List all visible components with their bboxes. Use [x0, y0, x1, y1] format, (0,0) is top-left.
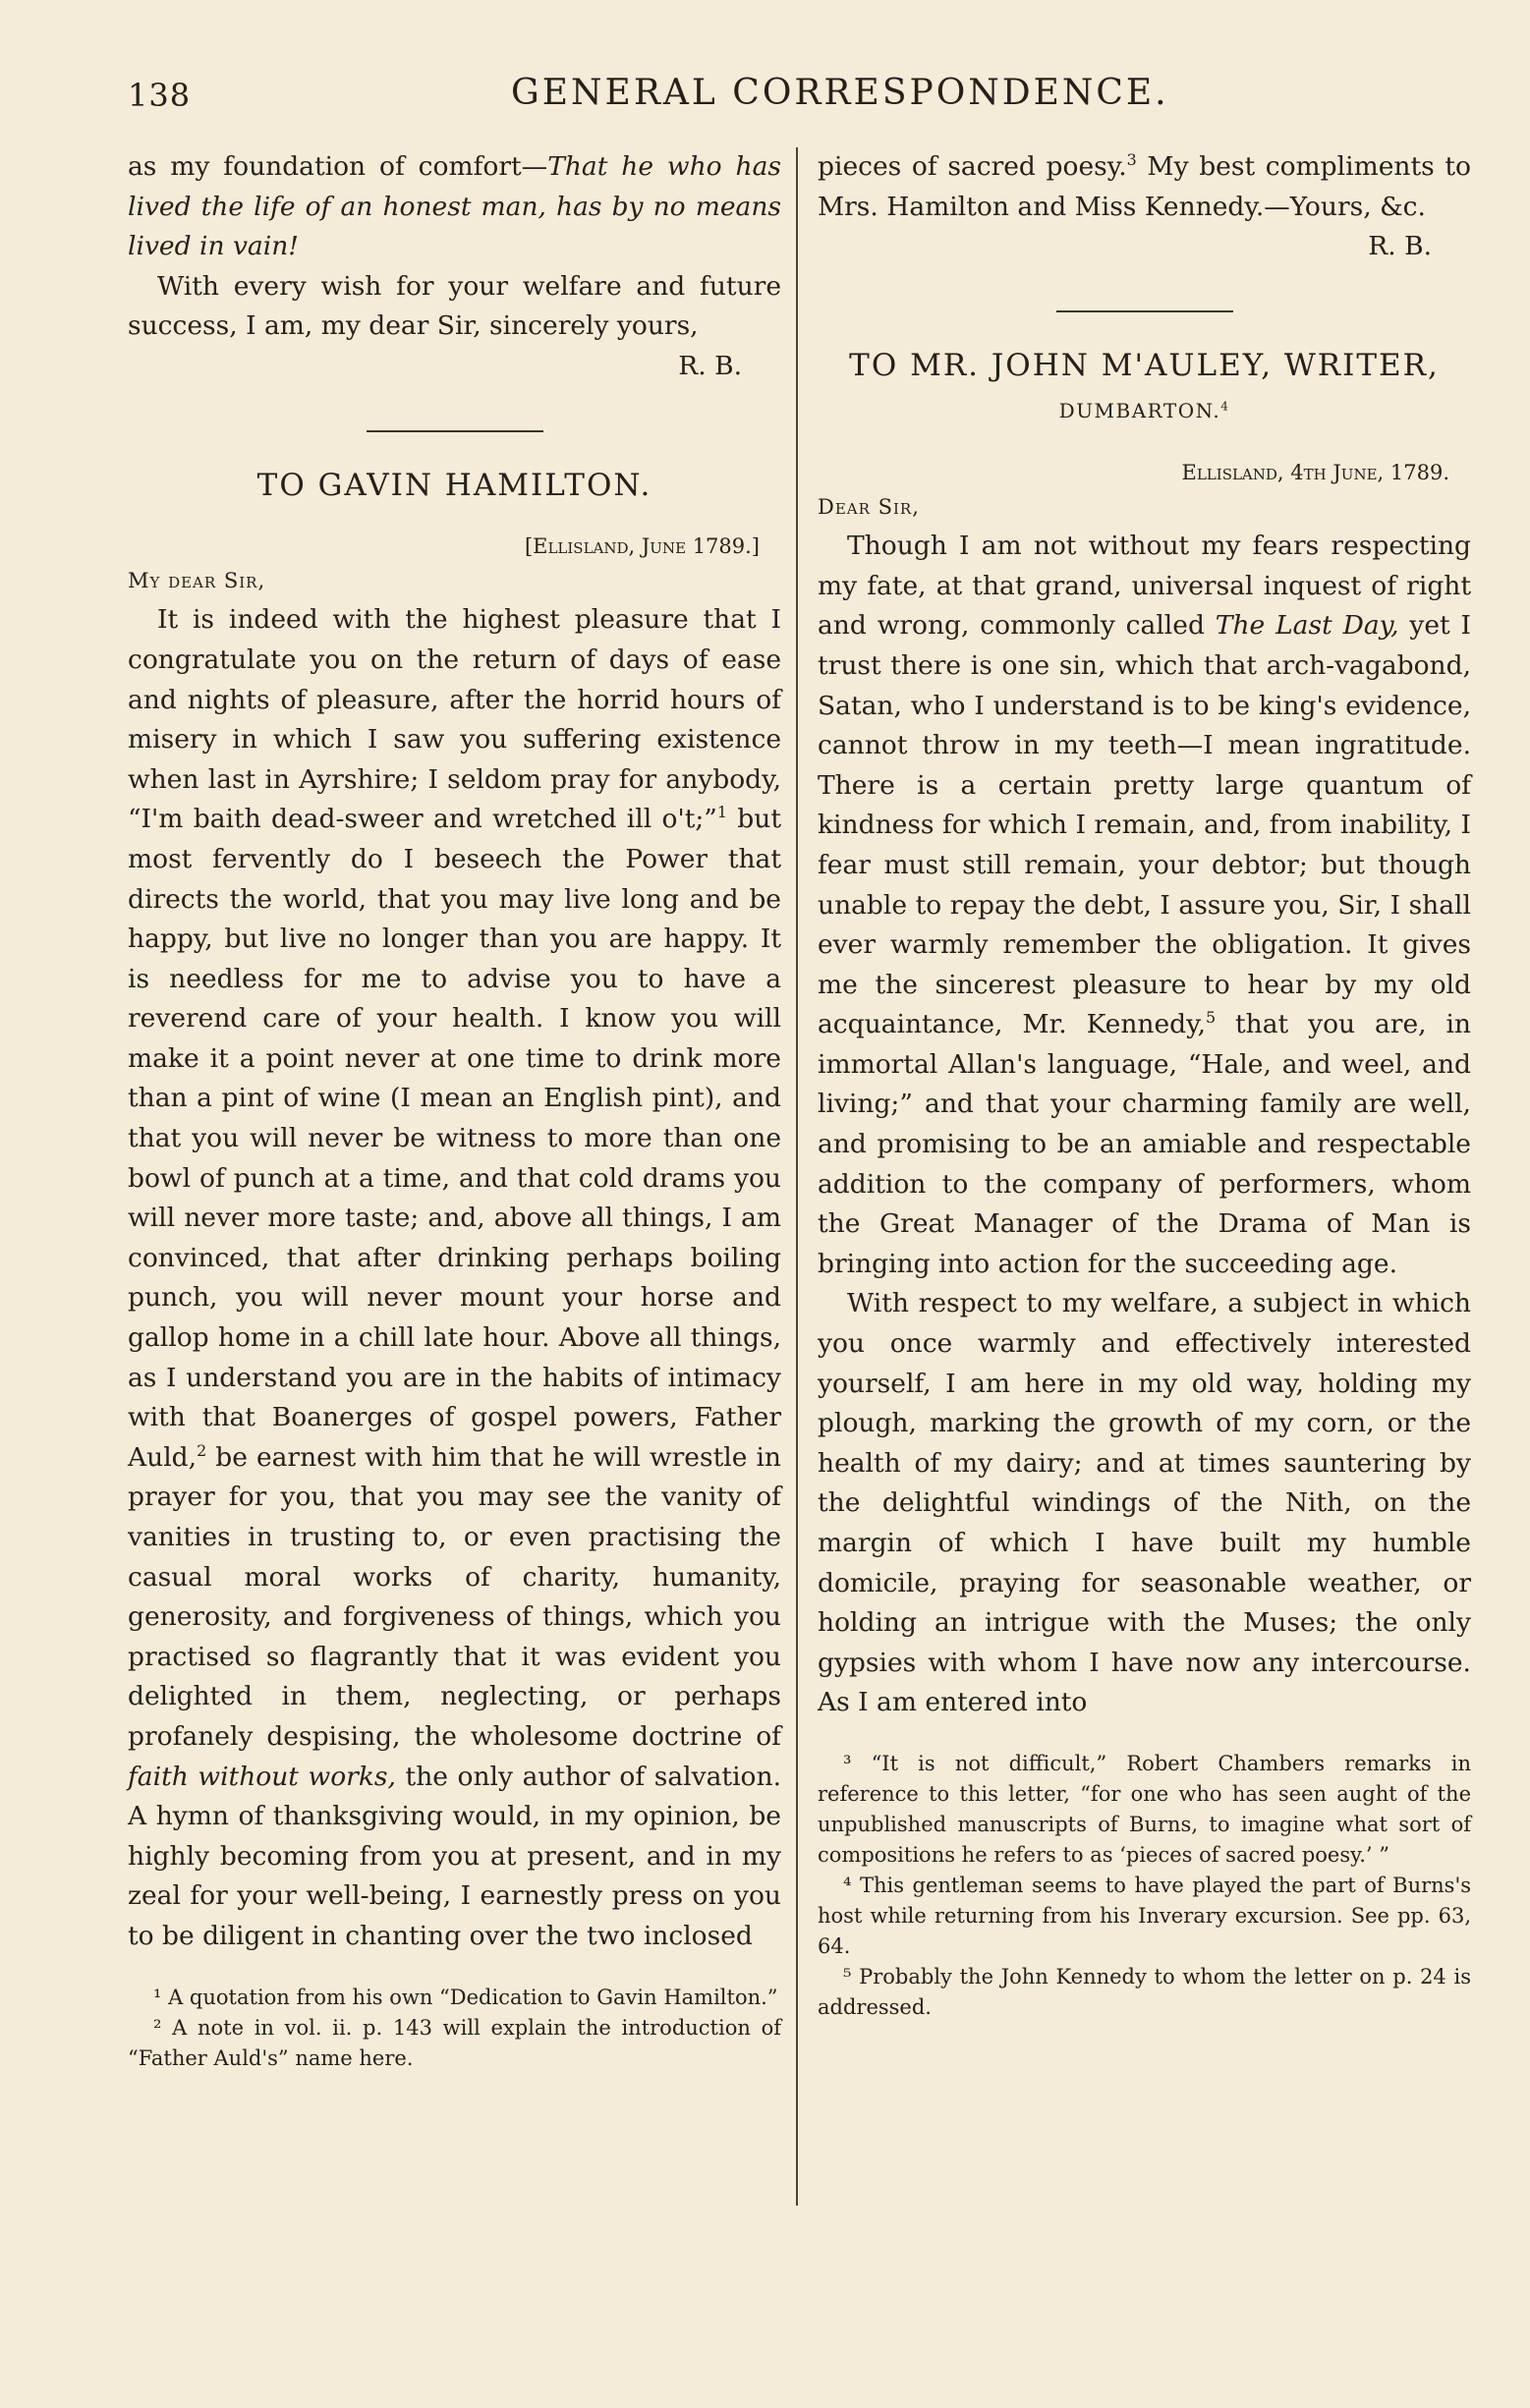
text-span: It is indeed with the highest pleasure that I congratulate you on the return of days of ease and nights of pleasure, after the horrid hours of misery in which I saw you suffering existence when last in Ayrshire; I seldom pray for anybody, “I'm baith dead-sweer and wretched ill o't;” [128, 604, 781, 835]
page-number: 138 [128, 77, 192, 114]
text-span: that you are, in immortal Allan's language, “Hale, and weel, and living;” and that your charming family are well, and promising to be an amiable and respectable addition to the company of performers, whom the Great Manager of the Drama of Man is bringing into action for the succeeding age. [818, 1009, 1472, 1279]
column-divider [796, 147, 798, 2206]
salutation: My dear Sir, [128, 568, 266, 592]
italic-text: That he who has lived the life of an honest man, has by no means lived in vain! [128, 151, 782, 262]
italic-text: The Last Day, [1215, 610, 1399, 642]
letter-body: With respect to my welfare, a subject in which you once warmly and effectively interested yourself, I am here in my old way, holding my plough, marking the growth of my corn, or the health of my dairy; and at times sauntering by the delightful windings of the Nith, on the margin of which I have built my humble domicile, praying for seasonable weather, or holding an intrigue with the Muses; the only gypsies with whom I have now any intercourse. As I am entered into [818, 1288, 1471, 1718]
text-span: pieces of sacred poesy. [818, 151, 1127, 182]
letter-title: TO GAVIN HAMILTON. [256, 467, 652, 503]
footnote: ⁵ Probably the John Kennedy to whom the letter on p. 24 is addressed. [818, 1964, 1471, 2019]
dateline: [Ellisland, June 1789.] [524, 534, 760, 559]
salutation: Dear Sir, [818, 494, 920, 519]
text-span: DUMBARTON. [1058, 399, 1221, 423]
italic-text: faith without works, [128, 1761, 396, 1792]
continuation-paragraph [128, 147, 781, 267]
text-span: but most fervently do I beseech the Power that directs the world, that you may live long and be happy, but live no longer than you are happy. It is needless for me to advise you to have a reverend care of your health. I know you will make it a point never at one time to drink more than a pint of wine (I mean an English pint), and that you will never be witness to more than one bowl of punch at a time, and that cold drams you will never more taste; and, above all things, I am convinced, that after drinking perhaps boiling punch, you will never mount your horse and gallop home in a chill late hour. Above all things, as I understand you are in the habits of intimacy with that Boanerges of gospel powers, Father Auld, [128, 804, 781, 1473]
footnotes [818, 1749, 1471, 2023]
section-separator [1056, 310, 1233, 312]
left-column [128, 147, 781, 2074]
section-separator [367, 430, 543, 432]
text-span: My best compliments to Mrs. Hamilton and Miss Kennedy.—Yours, &c. [818, 151, 1471, 222]
letter-title: TO MR. JOHN M'AULEY, WRITER, [849, 347, 1440, 383]
right-column [818, 147, 1471, 2023]
text-span: yet I trust there is one sin, which that arch-vagabond, Satan, who I understand is to be king's evidence, cannot throw in my teeth—I mean ingratitude. There is a certain pretty large quantum of kindness for which I remain, and, from inability, I fear must still remain, your debtor; but though unable to repay the debt, I assure you, Sir, I shall ever warmly remember the obligation. It gives me the sincerest pleasure to hear by my old acquaintance, Mr. Kennedy, [818, 610, 1472, 1040]
page-header [0, 69, 1530, 118]
letter-body [128, 600, 781, 1956]
dateline: Ellisland, 4th June, 1789. [1181, 460, 1449, 484]
continuation-paragraph [818, 147, 1471, 227]
footnote-ref: 2 [197, 1440, 207, 1460]
text-span: be earnest with him that he will wrestle in prayer for you, that you may see the vanity of vanities in trusting to, or even practising the casual moral works of charity, humanity, generosity, and forgiveness of things, which you practised so flagrantly that it was evident you delighted in them, neglecting, or perhaps profanely despising, the wholesome doctrine of [128, 1441, 781, 1752]
footnote-ref: 4 [1220, 399, 1230, 414]
footnote: ⁴ This gentleman seems to have played the part of Burns's host while returning from his Inverary excursion. See pp. 63, 64. [818, 1873, 1471, 1958]
footnote: ² A note in vol. ii. p. 143 will explain the introduction of “Father Auld's” name here. [128, 2015, 781, 2070]
signature: R. B. [678, 350, 742, 381]
footnote-ref: 3 [1126, 150, 1137, 170]
running-title: GENERAL CORRESPONDENCE. [511, 73, 1169, 113]
letter-body [818, 527, 1471, 1284]
footnote-ref: 1 [716, 803, 727, 822]
closing-paragraph: With every wish for your welfare and future success, I am, my dear Sir, sincerely yours, [128, 270, 781, 342]
text-span: as my foundation of comfort— [128, 151, 548, 182]
signature: R. B. [1368, 231, 1432, 262]
footnote: ¹ A quotation from his own “Dedication to Gavin Hamilton.” [153, 1985, 778, 2009]
text-span: the only author of salvation. A hymn of thanksgiving would, in my opinion, be highly becoming from you at present, and in my zeal for your well-being, I earnestly press on you to be diligent in chanting over the two inclosed [128, 1761, 781, 1951]
footnote: ³ “It is not difficult,” Robert Chambers remarks in reference to this letter, “for one who has seen aught of the unpublished manuscripts of Burns, to imagine what sort of compositions he refers to as ‘pieces of sacred poesy.’ ” [818, 1751, 1471, 1867]
text-span: Though I am not without my fears respecting my fate, at that grand, universal inquest of right and wrong, commonly called [818, 531, 1471, 642]
footnote-ref: 5 [1206, 1008, 1217, 1028]
letter-subtitle [818, 391, 1471, 431]
footnotes [128, 1983, 781, 2074]
